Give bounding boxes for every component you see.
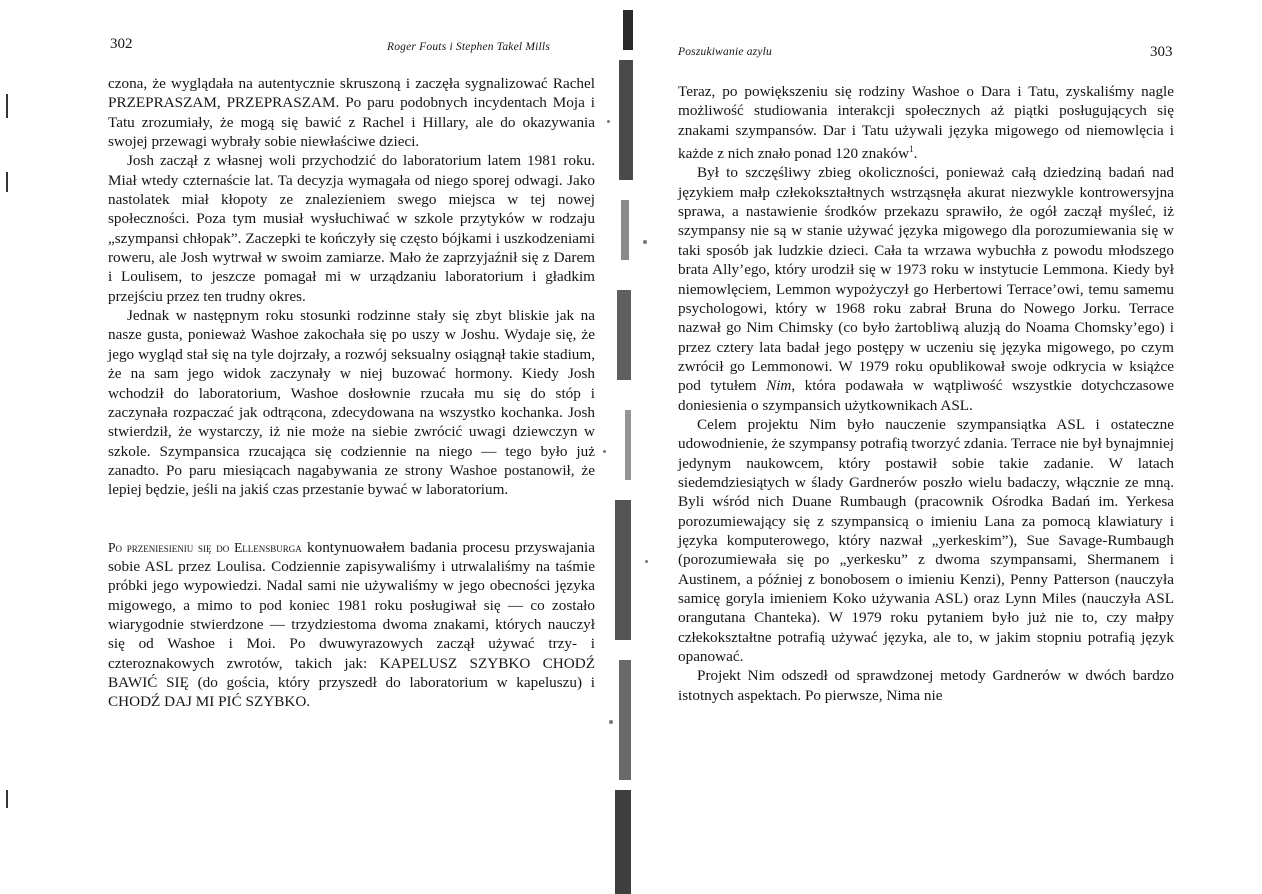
- right-page-number: 303: [1150, 44, 1173, 60]
- section-lead-in: Po przeniesieniu się do Ellensburga: [108, 539, 302, 555]
- right-paragraph-2-tail: , która podawała w wątpliwość wszystkie dotychczasowe doniesienia o szympansich użytkownikach ASL.: [678, 377, 1174, 414]
- gutter-band: [621, 200, 629, 260]
- right-running-head: Poszukiwanie azylu: [678, 46, 772, 58]
- scan-margin-mark: [6, 172, 8, 192]
- section-body-text: kontynuowałem badania procesu przyswajania sobie ASL przez Loulisa. Codziennie zapisywaliśmy i utrwalaliśmy na taśmie próbki jego wypowiedzi. Nadal sami nie używaliśmy w jego obecności języka migowego, a mimo to pod koniec 1981 roku posługiwał się — co zostało wiarygodnie stwierdzone — trzydziestoma dwoma znakami, których nauczył się od Washoe i Moi. Po dwuwyrazowych zaczął używać trzy- i czteroznakowych zwrotów, takich jak: KAPELUSZ SZYBKO CHODŹ BAWIĆ SIĘ (do gościa, który przyszedł do laboratorium w kapeluszu) i CHODŹ DAJ MI PIĆ SZYBKO.: [108, 538, 595, 711]
- left-running-head: Roger Fouts i Stephen Takel Mills: [387, 41, 551, 53]
- book-title-italic: Nim: [766, 377, 792, 395]
- scan-margin-mark: [6, 94, 8, 118]
- gutter-speck: [607, 120, 610, 123]
- left-paragraph-3: Jednak w następnym roku stosunki rodzinne stały się zbyt bliskie jak na nasze gusta, ponieważ Washoe zakochała się po uszy w Joshu. Wydaje się, że jego wygląd stał się na tyle dojrzały, a rozwój seksualny osiągnął takie stadium, że na sam jego widok zaczynały w niej buzować hormony. Kiedy Josh wchodził do laboratorium, Washoe dosłownie rzucała mu się do stóp i zaczynała rozpaczać jak odtrącona, zdecydowana na wszystko kochanka. Josh stwierdził, że wystarczy, iż nie może na siebie zwrócić uwagi dziewczyn w szkole. Szympansica rzucająca się codziennie na niego — tego było już zanadto. Po paru miesiącach nagabywania ze strony Washoe postanowił, że lepiej będzie, jeśli na jakiś czas przestanie bywać w laboratorium.: [108, 307, 595, 499]
- gutter-band: [617, 290, 631, 380]
- left-paragraph-2: Josh zaczął z własnej woli przychodzić do laboratorium latem 1981 roku. Miał wtedy czternaście lat. Ta decyzja wymagała od niego sporej odwagi. Jako nastolatek miał kłopoty ze znalezieniem swego miejsca w tej nowej społeczności. Poza tym musiał wysłuchiwać w szkole przytyków w rodzaju „szympansi chłopak”. Zaczepki te kończyły się często bójkami i uszkodzeniami roweru, ale Josh wytrwał w swoim zamiarze. Mało że zaprzyjaźnił się z Darem i Loulisem, to jeszcze pomagał mi w urządzaniu laboratorium i gładkim przejściu przez ten trudny okres.: [108, 152, 595, 305]
- right-paragraph-3: Celem projektu Nim było nauczenie szympansiątka ASL i ostateczne udowodnienie, że szympansy potrafią tworzyć zdania. Terrace nie był bynajmniej jedynym naukowcem, który postawił sobie takie zadanie. W latach siedemdziesiątych w ślady Gardnerów poszło wielu badaczy, włącznie ze mną. Byli wśród nich Duane Rumbaugh (pracownik Ośrodka Badań im. Yerkesa porozumiewający się z szympansicą o imieniu Lana za pomocą klawiatury i języka komputerowego, który nazwał „yerkeskim”), Sue Savage-Rumbaugh (porozumiewała się po „yerkesku” z dwoma szympansami, Shermanem i Austinem, a później z bonobosem o imieniu Kenzi), Penny Patterson (nauczyła samicę goryla imieniem Koko używania ASL) oraz Lynn Miles (nauczyła ASL orangutana Chanteka). W 1979 roku pytaniem było już nie to, czy małpy człekokształtne potrafią używać języka, ale to, w jakim stopniu potrafią język opanować.: [678, 415, 1174, 666]
- right-page: [642, 0, 1262, 894]
- gutter-speck: [609, 720, 613, 724]
- gutter-band: [619, 60, 633, 180]
- gutter-band: [623, 10, 633, 50]
- left-paragraph-1: czona, że wyglądała na autentycznie skruszoną i zaczęła sygnalizować Rachel PRZEPRASZAM, PRZEPRASZAM. Po paru podobnych incydentach Moja i Tatu zrozumiały, że mogą się bawić z Rachel i Hillary, ale do okazywania swojej przewagi wybrały sobie niewłaściwe dzieci.: [108, 75, 595, 151]
- gutter-band: [625, 410, 631, 480]
- footnote-mark: 1: [909, 144, 914, 155]
- left-text-column: [108, 74, 595, 712]
- right-paragraph-2-text: Był to szczęśliwy zbieg okoliczności, ponieważ całą dziedziną badań nad językiem małp człekokształtnych wstrząsnęła akurat niezwykle kontrowersyjna sprawa, a nastawienie środków przekazu sprawiło, że ogół zaczął myśleć, iż szympansy nie są w stanie używać języka migowego dla porozumiewania się w taki sposób jak ludzkie dzieci. Cała ta wrzawa wybuchła z powodu młodszego brata Ally’ego, który urodził się w 1973 roku w instytucie Lemmona. Kiedy był niemowlęciem, Lemmon wypożyczył go Herbertowi Terrace’owi, temu samemu psychologowi, który w 1968 roku zabrał Bruna do Nowego Jorku. Terrace nazwał go Nim Chimsky (co było żartobliwą aluzją do Noama Chomsky’ego) i przez cztery lata badał jego postępy w uczeniu się języka migowego, po czym zwrócił go Lemmonowi. W 1979 roku opublikował swoje odkrycia w książce pod tytułem: [678, 164, 1174, 395]
- left-page-number: 302: [110, 36, 133, 52]
- gutter-speck: [603, 450, 606, 453]
- right-paragraph-4: Projekt Nim odszedł od sprawdzonej metody Gardnerów w dwóch bardzo istotnych aspektach. Po pierwsze, Nima nie: [678, 667, 1174, 704]
- right-paragraph-1: [678, 82, 1174, 163]
- left-page: [0, 0, 620, 894]
- right-paragraph-1-end: .: [913, 145, 918, 163]
- right-paragraph-1-text: Teraz, po powiększeniu się rodziny Washoe o Dara i Tatu, zyskaliśmy nagle możliwość studiowania interakcji społecznych aż piątki posługujących się znakami szympansów. Dar i Tatu używali języka migowego od niemowlęcia i każde z nich znało ponad 120 znaków: [678, 83, 1174, 163]
- right-text-column: [678, 82, 1174, 705]
- gutter-band: [615, 500, 631, 640]
- gutter-band: [615, 790, 631, 894]
- right-paragraph-2: [678, 163, 1174, 414]
- left-section-paragraph: [108, 538, 595, 712]
- scan-margin-mark: [6, 790, 8, 808]
- gutter-band: [619, 660, 631, 780]
